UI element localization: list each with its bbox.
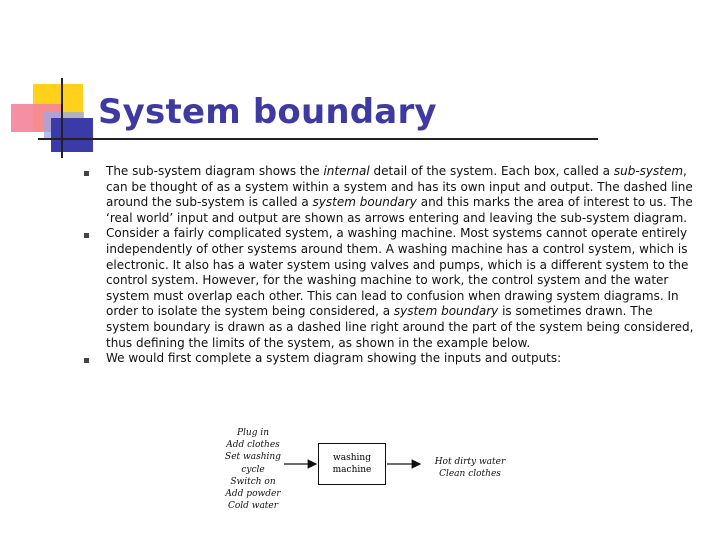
bullet-text: detail of the system. Each box, called a: [369, 164, 614, 178]
bullet-list: [84, 164, 694, 367]
bullet-text: , can be thought of as a system within a system and has its own input and output. The dashed line around the sub-system is called a: [106, 164, 693, 210]
bullet-marker-icon: [84, 358, 89, 363]
output-label: Hot dirty water: [434, 457, 506, 467]
slide-title: System boundary: [98, 92, 437, 132]
bullet-item: [84, 351, 694, 367]
decor-vertical-line: [61, 78, 63, 158]
input-label: Switch on: [230, 476, 276, 487]
diagram-inputs: [222, 427, 284, 512]
input-label: Plug in: [236, 428, 270, 438]
input-label: Cold water: [227, 501, 279, 512]
input-label: Add clothes: [226, 440, 280, 451]
bullet-item: [84, 164, 694, 226]
bullet-text-italic: system boundary: [393, 304, 499, 319]
bullet-text-italic: system boundary: [312, 195, 417, 210]
bullet-text: and this marks the area of interest to us. The ‘real world’ input and output are shown as arrows entering and leaving the sub-system diagram.: [106, 195, 693, 225]
bullet-marker-icon: [84, 233, 89, 238]
process-label: machine: [332, 465, 372, 475]
bullet-item: [84, 226, 694, 351]
bullet-text: The sub-system diagram shows the: [106, 164, 324, 178]
input-label: Add powder: [225, 489, 281, 500]
bullet-text: We would first complete a system diagram showing the inputs and outputs:: [106, 351, 562, 366]
bullet-text-italic: sub-system: [613, 164, 684, 178]
bullet-marker-icon: [84, 171, 89, 176]
input-label: Set washing: [225, 452, 281, 463]
process-label: washing: [333, 453, 371, 463]
process-box: [318, 443, 386, 485]
input-label: cycle: [241, 464, 265, 475]
title-underline: [38, 138, 598, 140]
diagram-outputs: [425, 456, 515, 480]
bullet-text-italic: internal: [323, 164, 370, 178]
bullet-text: is sometimes drawn. The system boundary is drawn as a dashed line right around the part of the system being considered, thus defining the limits of the system, as shown in the example below.: [106, 304, 694, 350]
decor-blue-square: [51, 118, 93, 152]
output-label: Clean clothes: [439, 469, 501, 479]
bullet-text: Consider a fairly complicated system, a washing machine. Most systems cannot operate entirely independently of other systems around them. A washing machine has a control system, which is electronic. It also has a water system using valves and pumps, which is a different system to the control system. However, for the washing machine to work, the control system and the water system must overlap each other. This can lead to confusion when drawing system diagrams. In order to isolate the system being considered, a: [106, 226, 689, 319]
